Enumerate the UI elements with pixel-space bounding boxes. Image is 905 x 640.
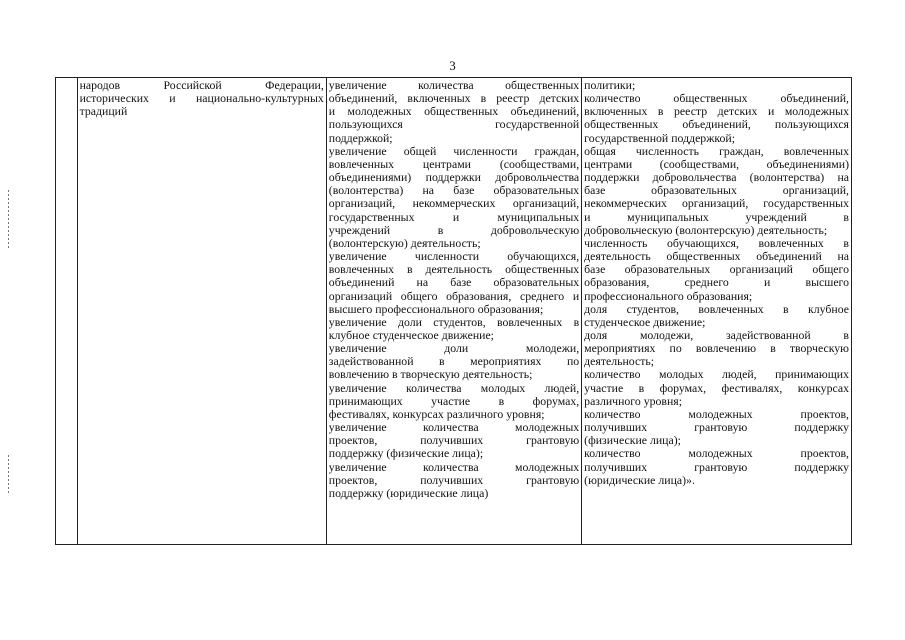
text-line: исторических и национально-культурных: [79, 91, 324, 106]
text-line: общая численность граждан, вовлеченных: [584, 143, 849, 158]
text-line: профессионального образования;: [584, 288, 753, 303]
text-line: (волонтерства) на базе образовательных: [328, 183, 580, 198]
text-line: некоммерческих организаций, государственных: [584, 196, 849, 211]
text-line: увеличение количества молодых людей,: [328, 380, 580, 395]
text-line: (волонтерскую) деятельность;: [328, 235, 481, 250]
text-line: увеличение количества молодежных: [328, 459, 580, 474]
text-line: увеличение количества молодежных: [328, 420, 580, 435]
text-line: поддержку (юридические лица): [328, 485, 489, 500]
text-line: базе образовательных организаций общего: [584, 262, 849, 277]
text-line: и молодежных общественных объединений,: [328, 104, 580, 119]
text-line: принимающих участие в форумах,: [328, 393, 580, 408]
measures-cell: [326, 78, 581, 545]
text-line: увеличение доли студентов, вовлеченных в: [328, 314, 580, 329]
table-row: [56, 78, 852, 545]
text-line: народов Российской Федерации,: [79, 78, 324, 92]
text-line: объединений на базе образовательных: [328, 275, 580, 290]
text-line: центрами (сообществами, объединениями): [584, 156, 849, 171]
text-line: доля студентов, вовлеченных в клубное: [584, 301, 849, 316]
index-cell: [56, 78, 78, 545]
text-line: общественных объединений, пользующихся: [584, 117, 849, 132]
text-line: пользующихся государственной: [328, 117, 580, 132]
text-line: количество молодежных проектов,: [584, 406, 849, 421]
direction-cell: [77, 78, 326, 545]
text-line: базе образовательных организаций,: [584, 183, 849, 198]
text-line: образования, среднего и высшего: [584, 275, 849, 290]
program-table: [55, 77, 852, 545]
text-line: участие в форумах, фестивалях, конкурсах: [584, 380, 849, 395]
text-line: вовлечению в творческую деятельность;: [328, 367, 533, 382]
text-line: государственной поддержкой;: [584, 130, 735, 145]
text-line: количество молодых людей, принимающих: [584, 367, 849, 382]
text-line: проектов, получивших грантовую: [328, 433, 580, 448]
text-line: поддержку (физические лица);: [328, 446, 484, 461]
indicators-cell: [582, 78, 852, 545]
text-line: вовлеченных в деятельность общественных: [328, 262, 580, 277]
text-line: проектов, получивших грантовую: [328, 472, 580, 487]
text-line: студенческое движение;: [584, 314, 706, 329]
text-line: (юридические лица)».: [584, 472, 695, 487]
text-line: увеличение количества общественных: [328, 78, 580, 92]
text-line: количество общественных объединений,: [584, 91, 849, 106]
text-line: фестивалях, конкурсах различного уровня;: [328, 406, 545, 421]
text-line: количество молодежных проектов,: [584, 446, 849, 461]
text-line: организаций, некоммерческих организаций,: [328, 196, 580, 211]
text-line: организаций общего образования, среднего и: [328, 288, 580, 303]
text-line: высшего профессионального образования;: [328, 301, 544, 316]
text-line: деятельность общественных объединений на: [584, 249, 849, 264]
text-line: вовлеченных центрами (сообществами,: [328, 156, 580, 171]
text-line: мероприятиях по вовлечению в творческую: [584, 341, 849, 356]
text-line: учреждений в добровольческую: [328, 222, 580, 237]
text-line: получивших грантовую поддержку: [584, 420, 849, 435]
page-number: 3: [449, 58, 456, 73]
text-line: увеличение доли молодежи,: [328, 341, 580, 356]
text-line: клубное студенческое движение;: [328, 327, 494, 342]
text-line: поддержкой;: [328, 130, 393, 145]
text-line: (физические лица);: [584, 433, 681, 448]
text-line: государственных и муниципальных: [328, 209, 580, 224]
text-line: традиций: [79, 104, 128, 119]
text-line: увеличение численности обучающихся,: [328, 249, 580, 264]
text-line: задействованной в мероприятиях по: [328, 354, 580, 369]
text-line: увеличение общей численности граждан,: [328, 143, 580, 158]
scan-edge-mark: [8, 190, 9, 250]
text-line: и муниципальных учреждений в: [584, 209, 849, 224]
text-line: политики;: [584, 78, 636, 92]
scan-edge-mark: [8, 455, 9, 495]
text-line: различного уровня;: [584, 393, 682, 408]
text-line: объединениями) поддержки добровольчества: [328, 170, 580, 185]
text-line: добровольческую (волонтерскую) деятельность;: [584, 222, 828, 237]
text-line: поддержки добровольчества (волонтерства) на: [584, 170, 849, 185]
text-line: доля молодежи, задействованной в: [584, 327, 849, 342]
text-line: объединений, включенных в реестр детских: [328, 91, 580, 106]
text-line: получивших грантовую поддержку: [584, 459, 849, 474]
text-line: численность обучающихся, вовлеченных в: [584, 235, 849, 250]
text-line: включенных в реестр детских и молодежных: [584, 104, 849, 119]
text-line: деятельность;: [584, 354, 655, 369]
